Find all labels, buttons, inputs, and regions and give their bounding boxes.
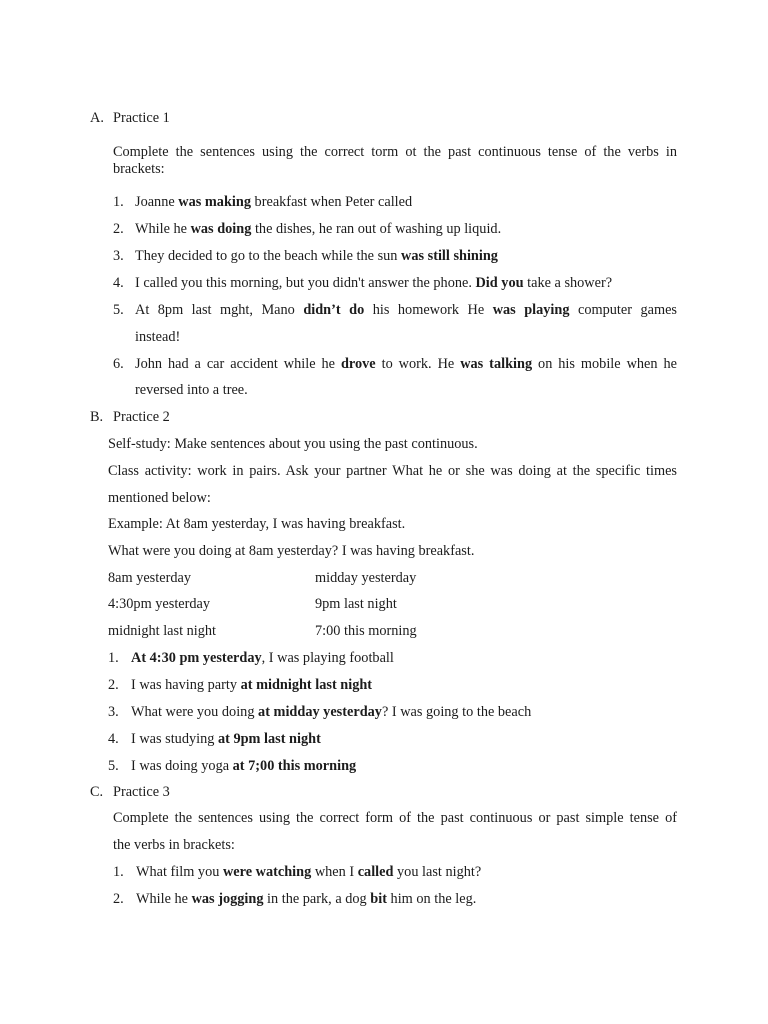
a-item-4: I called you this morning, but you didn't answer the phone. Did you take a shower? — [135, 275, 613, 291]
a-item-5-line2: instead! — [135, 329, 181, 345]
a-item-5-number: 5. — [113, 302, 124, 318]
section-c-letter: C. — [90, 784, 104, 800]
section-a-title: Practice 1 — [113, 110, 170, 126]
b-item-1: At 4:30 pm yesterday, I was playing football — [131, 650, 394, 666]
example-question: What were you doing at 8am yesterday? I was having breakfast. — [108, 543, 475, 559]
c-item-1: What film you were watching when I called you last night? — [136, 864, 482, 880]
class-activity-line1: Class activity: work in pairs. Ask your partner What he or she was doing at the specific times — [108, 463, 677, 479]
a-item-1-number: 1. — [113, 194, 124, 210]
example-text: Example: At 8am yesterday, I was having breakfast. — [108, 516, 406, 532]
b-item-2-number: 2. — [108, 677, 119, 693]
a-item-6-line2: reversed into a tree. — [135, 382, 248, 398]
a-item-3: They decided to go to the beach while the sun was still shining — [135, 248, 498, 264]
time-cell: 4:30pm yesterday — [108, 596, 211, 612]
section-c-instruction-line1: Complete the sentences using the correct form of the past continuous or past simple tense of — [113, 810, 677, 826]
a-item-3-number: 3. — [113, 248, 124, 264]
a-item-6-line1: John had a car accident while he drove to work. He was talking on his mobile when he — [135, 356, 677, 372]
section-a-instruction-line1: Complete the sentences using the correct torm ot the past continuous tense of the verbs in — [113, 144, 677, 160]
self-study-text: Self-study: Make sentences about you using the past continuous. — [108, 436, 478, 452]
section-b-title: Practice 2 — [113, 409, 170, 425]
a-item-2: While he was doing the dishes, he ran out of washing up liquid. — [135, 221, 502, 237]
b-item-5: I was doing yoga at 7;00 this morning — [131, 758, 357, 774]
class-activity-line2: mentioned below: — [108, 490, 211, 506]
section-c-title: Practice 3 — [113, 784, 170, 800]
a-item-4-number: 4. — [113, 275, 124, 291]
section-b-letter: B. — [90, 409, 104, 425]
b-item-2: I was having party at midnight last night — [131, 677, 373, 693]
b-item-4: I was studying at 9pm last night — [131, 731, 321, 747]
b-item-3: What were you doing at midday yesterday? I was going to the beach — [131, 704, 532, 720]
time-cell: midnight last night — [108, 623, 217, 639]
a-item-2-number: 2. — [113, 221, 124, 237]
b-item-4-number: 4. — [108, 731, 119, 747]
a-item-6-number: 6. — [113, 356, 124, 372]
time-cell: 7:00 this morning — [315, 623, 417, 639]
time-cell: midday yesterday — [315, 570, 417, 586]
c-item-2-number: 2. — [113, 891, 124, 907]
c-item-2: While he was jogging in the park, a dog bit him on the leg. — [136, 891, 477, 907]
a-item-1: Joanne was making breakfast when Peter called — [135, 194, 413, 210]
time-cell: 9pm last night — [315, 596, 397, 612]
section-c-instruction-line2: the verbs in brackets: — [113, 837, 235, 853]
b-item-5-number: 5. — [108, 758, 119, 774]
b-item-1-number: 1. — [108, 650, 119, 666]
a-item-5-line1: At 8pm last mght, Mano didn’t do his homework He was playing computer games — [135, 302, 677, 318]
c-item-1-number: 1. — [113, 864, 124, 880]
section-a-instruction-line2: brackets: — [113, 161, 165, 177]
b-item-3-number: 3. — [108, 704, 119, 720]
section-a-letter: A. — [90, 110, 104, 126]
time-cell: 8am yesterday — [108, 570, 191, 586]
